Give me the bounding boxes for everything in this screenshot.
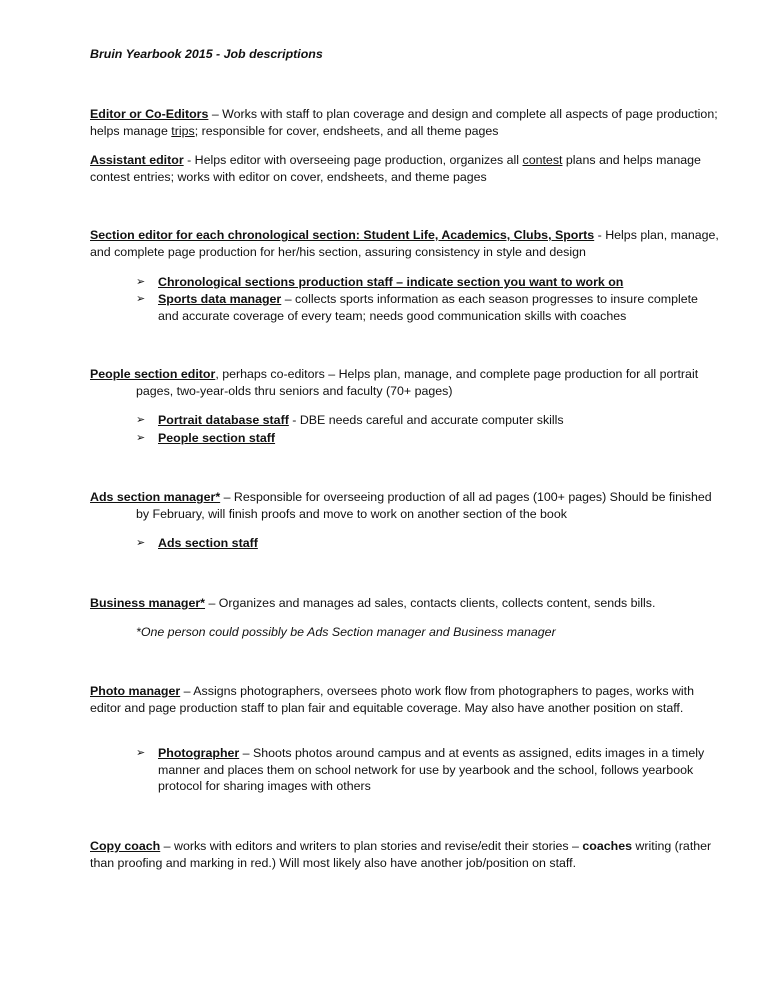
editor-entry bbox=[90, 106, 720, 139]
bullet-arrow-icon: ➢ bbox=[136, 432, 146, 444]
editor-desc-b: ; responsible for cover, endsheets, and all theme pages bbox=[194, 123, 499, 138]
business-entry bbox=[90, 595, 720, 612]
business-heading: Business manager* bbox=[90, 596, 206, 610]
photo-heading: Photo manager bbox=[90, 684, 181, 698]
bullet-desc: – collects sports information as each season progresses to insure complete and accurate coverage of every team; needs good communication skills with coaches bbox=[158, 292, 698, 323]
bullet-arrow-icon: ➢ bbox=[136, 414, 146, 426]
copy-coach-desc-a: – works with editors and writers to plan stories and revise/edit their stories – bbox=[160, 839, 583, 853]
bullet-arrow-icon: ➢ bbox=[136, 276, 146, 288]
bullet-arrow-icon: ➢ bbox=[136, 537, 146, 549]
assistant-entry bbox=[90, 152, 720, 185]
bullet-heading: Portrait database staff bbox=[158, 413, 289, 427]
bullet-portrait-database bbox=[136, 412, 721, 429]
assistant-desc-a: - Helps editor with overseeing page production, organizes all bbox=[183, 153, 523, 167]
bullet-heading: Sports data manager bbox=[158, 292, 282, 306]
photo-desc: – Assigns photographers, oversees photo work flow from photographers to pages, works with editor and page production staff to plan fair and equitable coverage. May also have another position on staff. bbox=[90, 684, 694, 715]
editor-desc-a: – Works with staff to plan coverage and design and complete all aspects of page production; helps manage bbox=[90, 107, 718, 138]
ads-entry bbox=[90, 489, 720, 522]
bullet-heading: Ads section staff bbox=[158, 536, 258, 550]
assistant-contest-word: contest bbox=[522, 153, 563, 167]
bullet-arrow-icon: ➢ bbox=[136, 747, 146, 759]
people-desc: , perhaps co-editors – Helps plan, manage, and complete page production for all portrait pages, two-year-olds thru seniors and faculty (70+ pages) bbox=[136, 367, 699, 398]
bullet-people-staff bbox=[136, 430, 721, 447]
business-desc: – Organizes and manages ad sales, contacts clients, collects content, sends bills. bbox=[205, 596, 656, 610]
editor-heading: Editor or Co-Editors bbox=[90, 107, 209, 121]
bullet-heading: People section staff bbox=[158, 431, 276, 445]
bullet-photographer bbox=[136, 745, 721, 795]
bullet-desc: – Shoots photos around campus and at events as assigned, edits images in a timely manner and places them on school network for use by yearbook and the school, follows yearbook protocol for sharing images with others bbox=[158, 746, 705, 793]
page-title: Bruin Yearbook 2015 - Job descriptions bbox=[90, 47, 323, 61]
ads-heading: Ads section manager* bbox=[90, 490, 221, 504]
assistant-desc-b: plans and helps manage contest entries; works with editor on cover, endsheets, and theme pages bbox=[90, 153, 701, 184]
bullet-heading: Photographer bbox=[158, 746, 240, 760]
copy-coach-coaches-word: coaches bbox=[582, 839, 632, 853]
people-heading: People section editor bbox=[90, 367, 216, 381]
bullet-sports-data-manager bbox=[136, 291, 721, 324]
people-entry bbox=[90, 366, 720, 399]
section-editor-desc: - Helps plan, manage, and complete page production for her/his section, assuring consistency in style and design bbox=[90, 228, 719, 259]
photo-entry bbox=[90, 683, 720, 716]
bullet-desc: - DBE needs careful and accurate computer skills bbox=[288, 413, 564, 427]
bullet-heading: Chronological sections production staff – indicate section you want to work on bbox=[158, 275, 624, 289]
ads-desc: – Responsible for overseeing production of all ad pages (100+ pages) Should be finished by February, will finish proofs and move to work on another section of the book bbox=[136, 490, 712, 521]
section-editor-entry bbox=[90, 227, 720, 260]
bullet-ads-staff bbox=[136, 535, 721, 552]
editor-trips-link: trips bbox=[171, 123, 195, 138]
assistant-heading: Assistant editor bbox=[90, 153, 184, 167]
business-note: *One person could possibly be Ads Section manager and Business manager bbox=[136, 625, 556, 639]
copy-coach-desc-b: writing (rather than proofing and marking in red.) Will most likely also have another job/position on staff. bbox=[90, 839, 712, 870]
bullet-chronological-staff bbox=[136, 274, 721, 291]
copy-coach-heading: Copy coach bbox=[90, 839, 161, 853]
section-editor-heading: Section editor for each chronological section: Student Life, Academics, Clubs, Sports bbox=[90, 228, 595, 242]
copy-coach-entry bbox=[90, 838, 720, 871]
bullet-arrow-icon: ➢ bbox=[136, 293, 146, 305]
